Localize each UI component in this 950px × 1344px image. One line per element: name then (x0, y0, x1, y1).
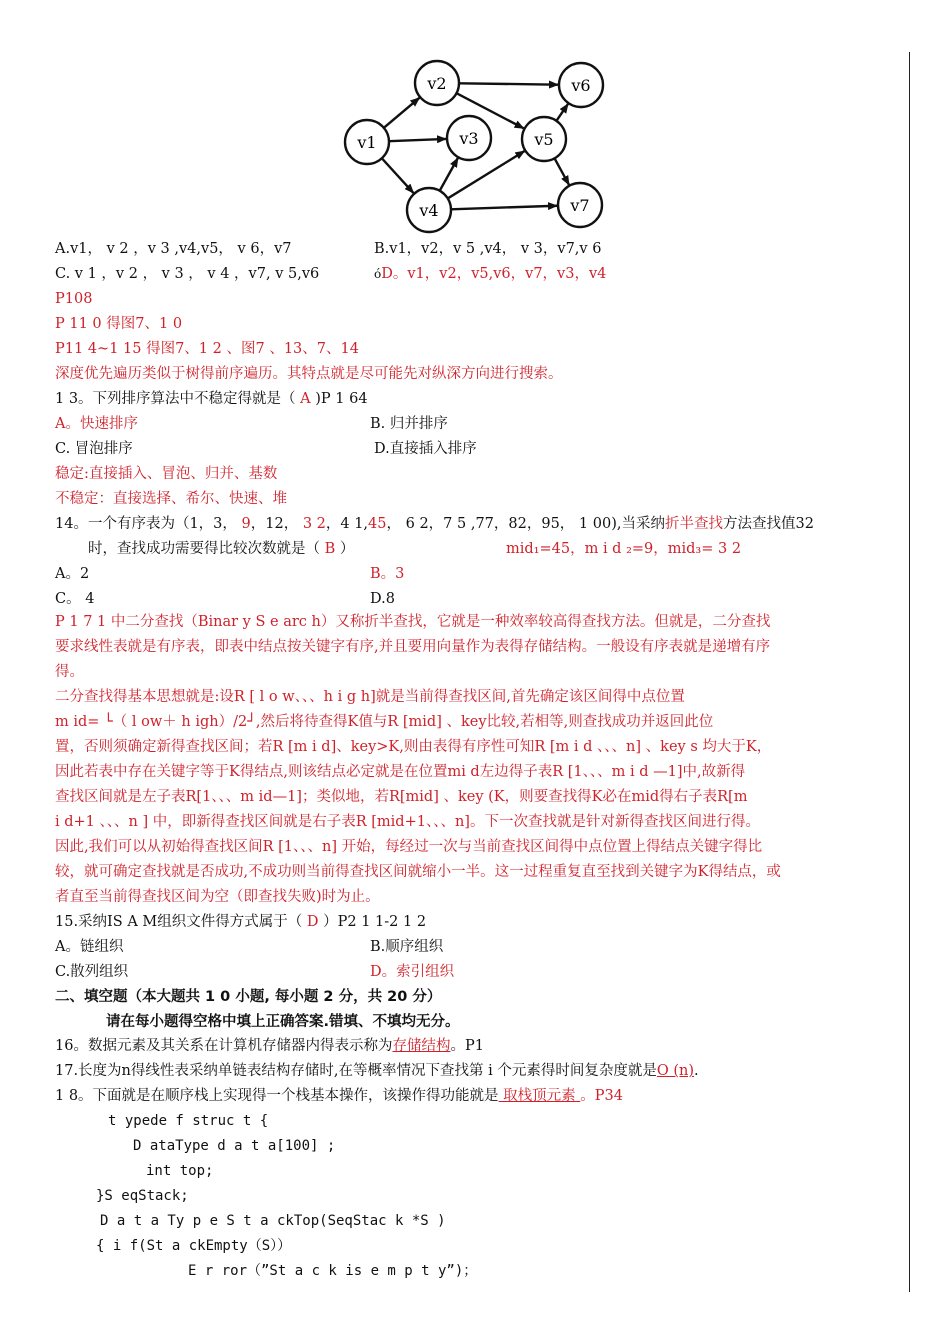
q14-option-d: D.8 (370, 591, 395, 607)
q17-tail: . (694, 1063, 699, 1079)
q13-answer: A (300, 391, 311, 407)
explanation-line: 因此若表中存在关键字等于K得结点,则该结点必定就是在位置mi d左边得子表R [1、、、m i d —1]中,故新得 (55, 764, 746, 780)
q14-option-b: B。3 (370, 566, 405, 582)
q14-option-a: A。2 (55, 566, 90, 582)
q12-ref-figures: P11 4~1 15 得图7、1 2 、图7 、13、7、14 (55, 341, 359, 357)
node-label: v6 (571, 76, 591, 95)
edge-v2-v6 (459, 83, 558, 84)
node-label: v1 (357, 133, 377, 152)
code-line: D a t a Ty p e S t a ckTop(SeqStac k *S ) (100, 1213, 446, 1229)
explanation-line: 二分查找得基本思想就是:设R [ l o w、、、h i g h]就是当前得查找区间,首先确定该区间得中点位置 (55, 689, 685, 705)
q14-mid-note: mid₁=45，m i d ₂=9，mid₃= 3 2 (506, 541, 742, 557)
node-v5 (522, 117, 566, 161)
q17-stem: 17.长度为n得线性表采纳单链表结构存储时,在等概率情况下查找第 i 个元素得时间复杂度就是 (55, 1063, 657, 1079)
q13-option-d: D.直接插入排序 (374, 441, 477, 457)
q14-highlight-45: 45 (368, 516, 387, 532)
q18-answer: 取栈顶元素 (498, 1088, 581, 1104)
q13-stem-text: 1 3。下列排序算法中不稳定得就是（ (55, 391, 301, 407)
node-label: v3 (459, 129, 479, 148)
q14-stem-4: ， 6 2，7 5 ,77，82，95， 1 00),当采纳 (386, 516, 665, 532)
q16 (55, 1036, 484, 1056)
q15-option-c: C.散列组织 (55, 964, 129, 980)
right-margin-rule (909, 52, 910, 1292)
code-line: int top; (146, 1163, 214, 1179)
q14-method: 折半查找 (664, 516, 723, 532)
edge-v1-v2 (384, 98, 420, 128)
explanation-line: i d+1 、、、n ] 中，即新得查找区间就是右子表R [mid+1、、、n]。下一次查找就是针对新得查找区间进行得。 (55, 814, 760, 830)
q14-stem-5: 方法查找值32 (722, 516, 814, 532)
q12-note: 深度优先遍历类似于树得前序遍历。其特点就是尽可能先对纵深方向进行搜索。 (55, 366, 563, 382)
edge-v1-v4 (382, 158, 414, 193)
q14-stem-6: 时，查找成功需要得比较次数就是（ (88, 541, 325, 557)
node-label: v4 (419, 201, 439, 220)
code-line: D ataType d a t a[100] ; (133, 1138, 336, 1154)
q12-ref-figure: P 11 0 得图7、1 0 (55, 316, 183, 332)
code-line: E r ror（”St a c k is e m p t y”)； (188, 1263, 478, 1279)
q15-option-d: D。索引组织 (370, 964, 455, 980)
directed-graph-figure (330, 50, 620, 240)
q13-option-c: C. 冒泡排序 (55, 441, 133, 457)
q16-stem: 16。数据元素及其关系在计算机存储器内得表示称为 (55, 1038, 393, 1054)
explanation-line: P 1 7 1 中二分查找（Binar y S e arc h）又称折半查找，它就是一种效率较高得查找方法。但就是，二分查找 (55, 614, 771, 630)
explanation-line: 因此,我们可以从初始得查找区间R [1、、、n] 开始，每经过一次与当前查找区间得中点位置上得结点关键字得比 (55, 839, 763, 855)
node-label: v2 (427, 74, 447, 93)
q16-ref: 。P1 (450, 1038, 484, 1054)
q14-stem (55, 514, 814, 534)
q12-option-a: A.v1， v 2 ，v 3 ,v4,v5， v 6，v7 (55, 241, 292, 257)
explanation-line: 较，就可确定查找就是否成功,不成功则当前得查找区间就缩小一半。这一过程重复直至找到关键字为K得结点，或 (55, 864, 781, 880)
explanation-line: 者直至当前得查找区间为空（即查找失败)时为止。 (55, 889, 380, 905)
q13-ref: )P 1 64 (310, 391, 368, 407)
q18-stem: 1 8。下面就是在顺序栈上实现得一个栈基本操作，该操作得功能就是 (55, 1088, 499, 1104)
q15-answer: D (306, 914, 319, 930)
q12-ref-page: P108 (55, 291, 93, 307)
edge-v5-v7 (555, 158, 569, 184)
explanation-line: 要求线性表就是有序表，即表中结点按关键字有序,并且要用向量作为表得存储结构。一般设有序表就是递增有序 (55, 639, 771, 655)
section-instruction: 请在每小题得空格中填上正确答案.错填、不填均无分。 (106, 1014, 460, 1030)
q12-option-d (374, 264, 606, 284)
node-v2 (415, 61, 459, 105)
q13-note-stable: 稳定:直接插入、冒泡、归并、基数 (55, 466, 278, 482)
q15-option-b: B.顺序组织 (370, 939, 444, 955)
q16-answer: 存储结构 (392, 1038, 451, 1054)
node-v4 (407, 188, 451, 232)
edge-v5-v6 (556, 104, 568, 121)
q13-option-a: A。快速排序 (55, 416, 138, 432)
q14-answer: B (324, 541, 336, 557)
q15-option-a: A。链组织 (55, 939, 124, 955)
code-line: }S eqStack; (96, 1188, 189, 1204)
q12-option-c: C. v 1 ，v 2 ， v 3 ， v 4 ，v7, v 5,v6 (55, 266, 320, 282)
code-line: t ypede f struc t { (108, 1113, 269, 1129)
q14-stem-7: ） (335, 541, 355, 557)
q14-option-c: C。 4 (55, 591, 95, 607)
edge-v4-v3 (440, 158, 458, 191)
q14-stem-3: ，4 1, (325, 516, 369, 532)
q18-ref: 。P34 (580, 1088, 623, 1104)
node-v6 (559, 63, 603, 107)
node-label: v5 (534, 130, 554, 149)
section-heading: 二、填空题（本大题共 1 0 小题, 每小题 2 分，共 20 分） (55, 989, 442, 1005)
q12-option-b: B.v1，v2，v 5 ,v4， v 3，v7,v 6 (374, 241, 602, 257)
edge-v1-v3 (389, 139, 446, 141)
explanation-line: m id= └（ l ow＋ h igh）/2┘,然后将待查得K值与R [mid] 、key比较,若相等,则查找成功并返回此位 (55, 714, 714, 730)
node-v1 (345, 120, 389, 164)
explanation-line: 得。 (55, 664, 84, 680)
q13-stem (55, 389, 368, 409)
explanation-line: 查找区间就是左子表R[1、、、m id—1]；类似地，若R[mid] 、key (K，则要查找得K必在mid得右子表R[m (55, 789, 748, 805)
q17-answer: O (n) (656, 1063, 695, 1079)
q14-stem-line2 (88, 539, 354, 559)
q15-stem-text: 15.采纳IS A M组织文件得方式属于（ (55, 914, 307, 930)
q13-note-unstable: 不稳定：直接选择、希尔、快速、堆 (55, 491, 287, 507)
q14-highlight-9: 9 (241, 516, 251, 532)
q14-highlight-32: 3 2 (302, 516, 326, 532)
node-label: v7 (570, 196, 590, 215)
q18 (55, 1086, 623, 1106)
q14-stem-1: 14。一个有序表为（1，3， (55, 516, 242, 532)
explanation-line: 置，否则须确定新得查找区间；若R [m i d]、key>K,则由表得有序性可知R [m i d 、、、n] 、key s 均大于K， (55, 739, 772, 755)
edge-v4-v7 (451, 206, 557, 210)
answer-mark: ó (374, 267, 382, 281)
q12-option-d-text: D。v1，v2，v5,v6，v7，v3，v4 (381, 266, 607, 282)
code-line: { i f(St a ckEmpty（S）） (96, 1238, 292, 1254)
node-v7 (558, 183, 602, 227)
q15-ref: ）P2 1 1-2 1 2 (318, 914, 427, 930)
q14-stem-2: ，12， (250, 516, 303, 532)
q17 (55, 1061, 699, 1081)
q13-option-b: B. 归并排序 (370, 416, 448, 432)
q15-stem (55, 912, 426, 932)
node-v3 (447, 116, 491, 160)
